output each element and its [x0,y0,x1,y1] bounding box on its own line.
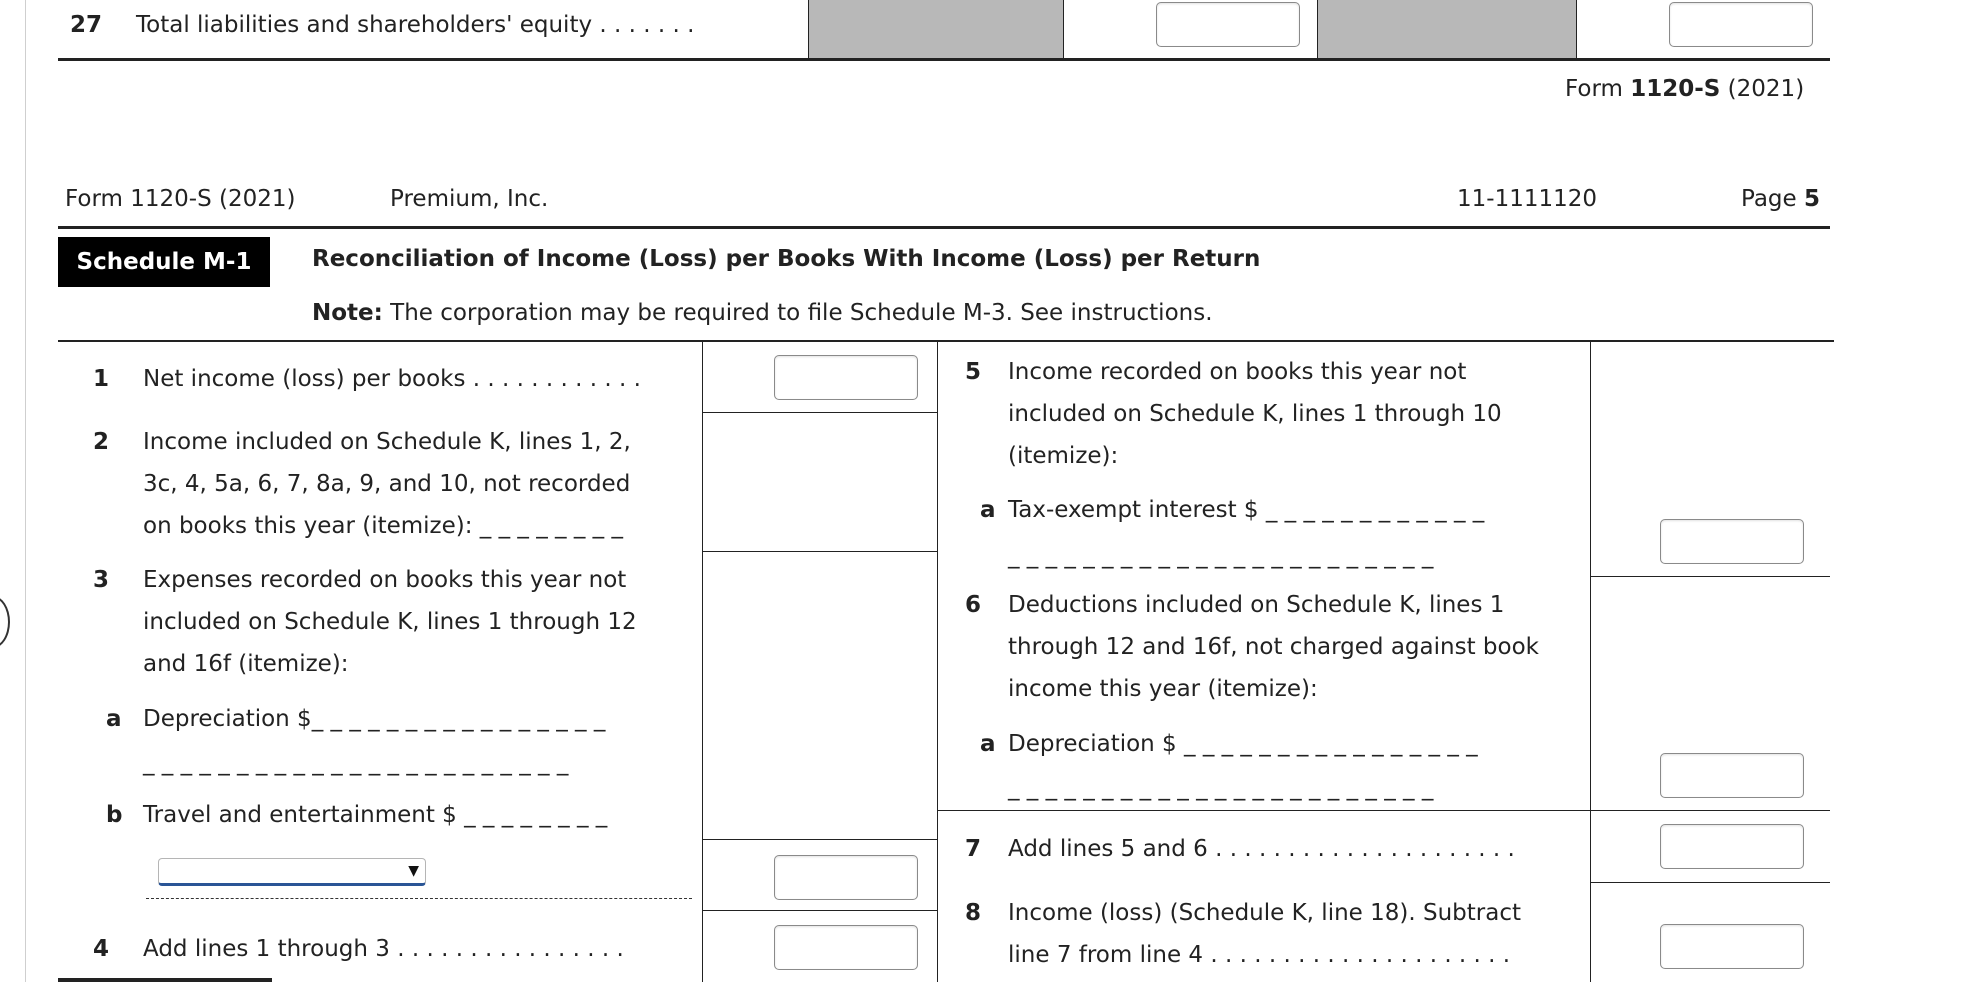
line-27-label: Total liabilities and shareholders' equity . . . . . . . [136,12,695,38]
line-8-number: 8 [965,900,982,926]
col-divider [702,341,703,982]
line-5a-label: Tax-exempt interest $ _ _ _ _ _ _ _ _ _ _ _ _ [1008,497,1485,523]
shaded-cell [1318,0,1576,60]
line-4-amount-field[interactable] [774,925,918,970]
schedule-tag: Schedule M-1 [58,237,270,287]
line-27-beginning-amount-field[interactable] [1156,2,1300,47]
line-3-number: 3 [93,567,110,593]
line-2-text-b: 3c, 4, 5a, 6, 7, 8a, 9, and 10, not recorded [143,471,631,497]
rule [702,910,937,911]
page-left-edge [25,0,26,982]
line-3a-letter: a [106,706,122,732]
line-6-text-b: through 12 and 16f, not charged against book [1008,634,1539,660]
line-1-number: 1 [93,366,110,392]
line-3-text-c: and 16f (itemize): [143,651,349,677]
line-5-number: 5 [965,359,982,385]
company-name: Premium, Inc. [390,186,549,212]
rule [58,978,272,982]
line-6a-dash: _ _ _ _ _ _ _ _ _ _ _ _ _ _ _ _ _ _ _ _ _ _ _ [1008,775,1434,801]
line-8-text-a: Income (loss) (Schedule K, line 18). Subtract [1008,900,1521,926]
line-1-label: Net income (loss) per books . . . . . . . . . . . . [143,366,641,392]
line-6a-label: Depreciation $ _ _ _ _ _ _ _ _ _ _ _ _ _ _ _ _ [1008,731,1478,757]
schedule-title: Reconciliation of Income (Loss) per Books With Income (Loss) per Return [312,246,1261,272]
col-divider [1590,341,1591,982]
rule [1590,576,1830,577]
line-5-text-b: included on Schedule K, lines 1 through 10 [1008,401,1502,427]
line-3-text-a: Expenses recorded on books this year not [143,567,627,593]
line-3a-label: Depreciation $_ _ _ _ _ _ _ _ _ _ _ _ _ _ _ _ [143,706,606,732]
line-5-amount-field[interactable] [1660,519,1804,564]
line-8-text-b: line 7 from line 4 . . . . . . . . . . . . . . . . . . . . . [1008,942,1511,968]
line-2-number: 2 [93,429,110,455]
line-6a-letter: a [980,731,996,757]
line-8-amount-field[interactable] [1660,924,1804,969]
page-number: Page 5 [1741,186,1821,212]
line-7-label: Add lines 5 and 6 . . . . . . . . . . . . . . . . . . . . . [1008,836,1515,862]
line-3-text-b: included on Schedule K, lines 1 through 12 [143,609,637,635]
rule [1590,882,1830,883]
line-7-amount-field[interactable] [1660,824,1804,869]
col-divider [937,341,938,982]
schedule-note: Note: The corporation may be required to file Schedule M-3. See instructions. [312,300,1213,326]
line-6-text-c: income this year (itemize): [1008,676,1318,702]
line-6-text-a: Deductions included on Schedule K, lines 1 [1008,592,1505,618]
line-3b-letter: b [106,802,123,828]
line-3-amount-field[interactable] [774,855,918,900]
form-label: Form 1120-S (2021) [65,186,296,212]
line-5-text-a: Income recorded on books this year not [1008,359,1467,385]
line-1-amount-field[interactable] [774,355,918,400]
rule [58,226,1830,229]
col-divider [1063,0,1064,60]
line-27-number: 27 [70,12,103,38]
line-3a-dash: _ _ _ _ _ _ _ _ _ _ _ _ _ _ _ _ _ _ _ _ _ _ _ [143,750,569,776]
form-footer: Form 1120-S (2021) [1565,76,1805,102]
line-6-amount-field[interactable] [1660,753,1804,798]
rule [937,810,1830,811]
shaded-cell [809,0,1063,60]
line-7-number: 7 [965,836,982,862]
scroll-knob[interactable] [0,596,10,648]
line-27-end-amount-field[interactable] [1669,2,1813,47]
line-4-number: 4 [93,936,110,962]
line-5-text-c: (itemize): [1008,443,1119,469]
line-3b-label: Travel and entertainment $ _ _ _ _ _ _ _ _ [143,802,608,828]
ein: 11-1111120 [1457,186,1597,212]
line-2-text-a: Income included on Schedule K, lines 1, 2, [143,429,631,455]
rule [702,551,937,552]
dashed-rule [146,898,692,899]
rule [58,340,1834,342]
line-2-text-c: on books this year (itemize): _ _ _ _ _ _ _ _ [143,513,623,539]
rule [702,412,937,413]
chevron-down-icon: ▼ [408,863,419,879]
rule [702,839,937,840]
rule [58,58,1830,61]
line-4-label: Add lines 1 through 3 . . . . . . . . . . . . . . . . [143,936,624,962]
col-divider [1576,0,1577,60]
line-6-number: 6 [965,592,982,618]
travel-itemize-dropdown[interactable] [158,858,426,886]
line-5a-dash: _ _ _ _ _ _ _ _ _ _ _ _ _ _ _ _ _ _ _ _ _ _ _ [1008,543,1434,569]
line-5a-letter: a [980,497,996,523]
